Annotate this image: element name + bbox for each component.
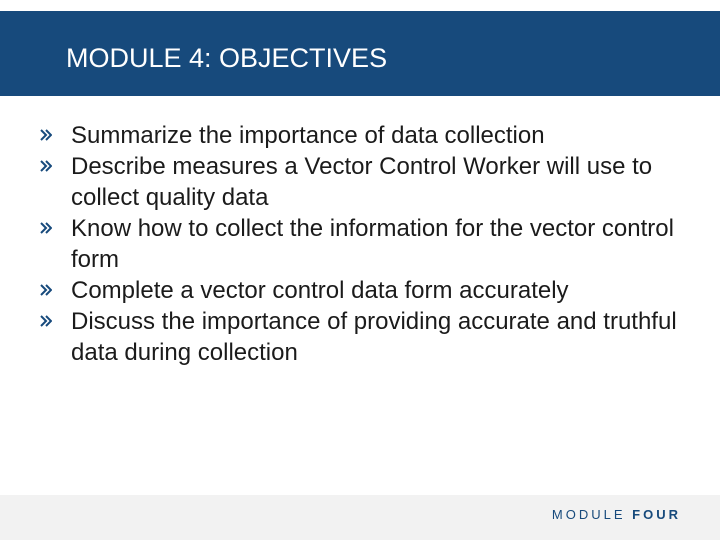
objective-text: Complete a vector control data form accurately (71, 277, 569, 304)
double-chevron-right-icon (40, 213, 54, 244)
objective-text: Discuss the importance of providing accurate and truthful data during collection (71, 308, 677, 366)
double-chevron-right-icon (40, 120, 54, 151)
top-strip (0, 0, 720, 11)
slide-title: MODULE 4: OBJECTIVES (66, 43, 388, 73)
footer-label-bold: FOUR (632, 507, 681, 522)
slide-footer (0, 495, 720, 540)
objective-text: Know how to collect the information for the vector control form (71, 215, 674, 273)
footer-label-light: MODULE (551, 507, 626, 522)
double-chevron-right-icon (40, 151, 54, 182)
footer-module-label (552, 507, 681, 522)
objective-item (40, 151, 680, 213)
double-chevron-right-icon (40, 306, 54, 337)
objective-text: Summarize the importance of data collection (71, 122, 545, 149)
objective-item (40, 120, 680, 151)
objective-item (40, 306, 680, 368)
objective-text: Describe measures a Vector Control Worker will use to collect quality data (71, 153, 653, 211)
objective-item (40, 213, 680, 275)
objective-item (40, 275, 680, 306)
double-chevron-right-icon (40, 275, 54, 306)
slide-header (0, 11, 720, 96)
objectives-list (40, 120, 680, 368)
